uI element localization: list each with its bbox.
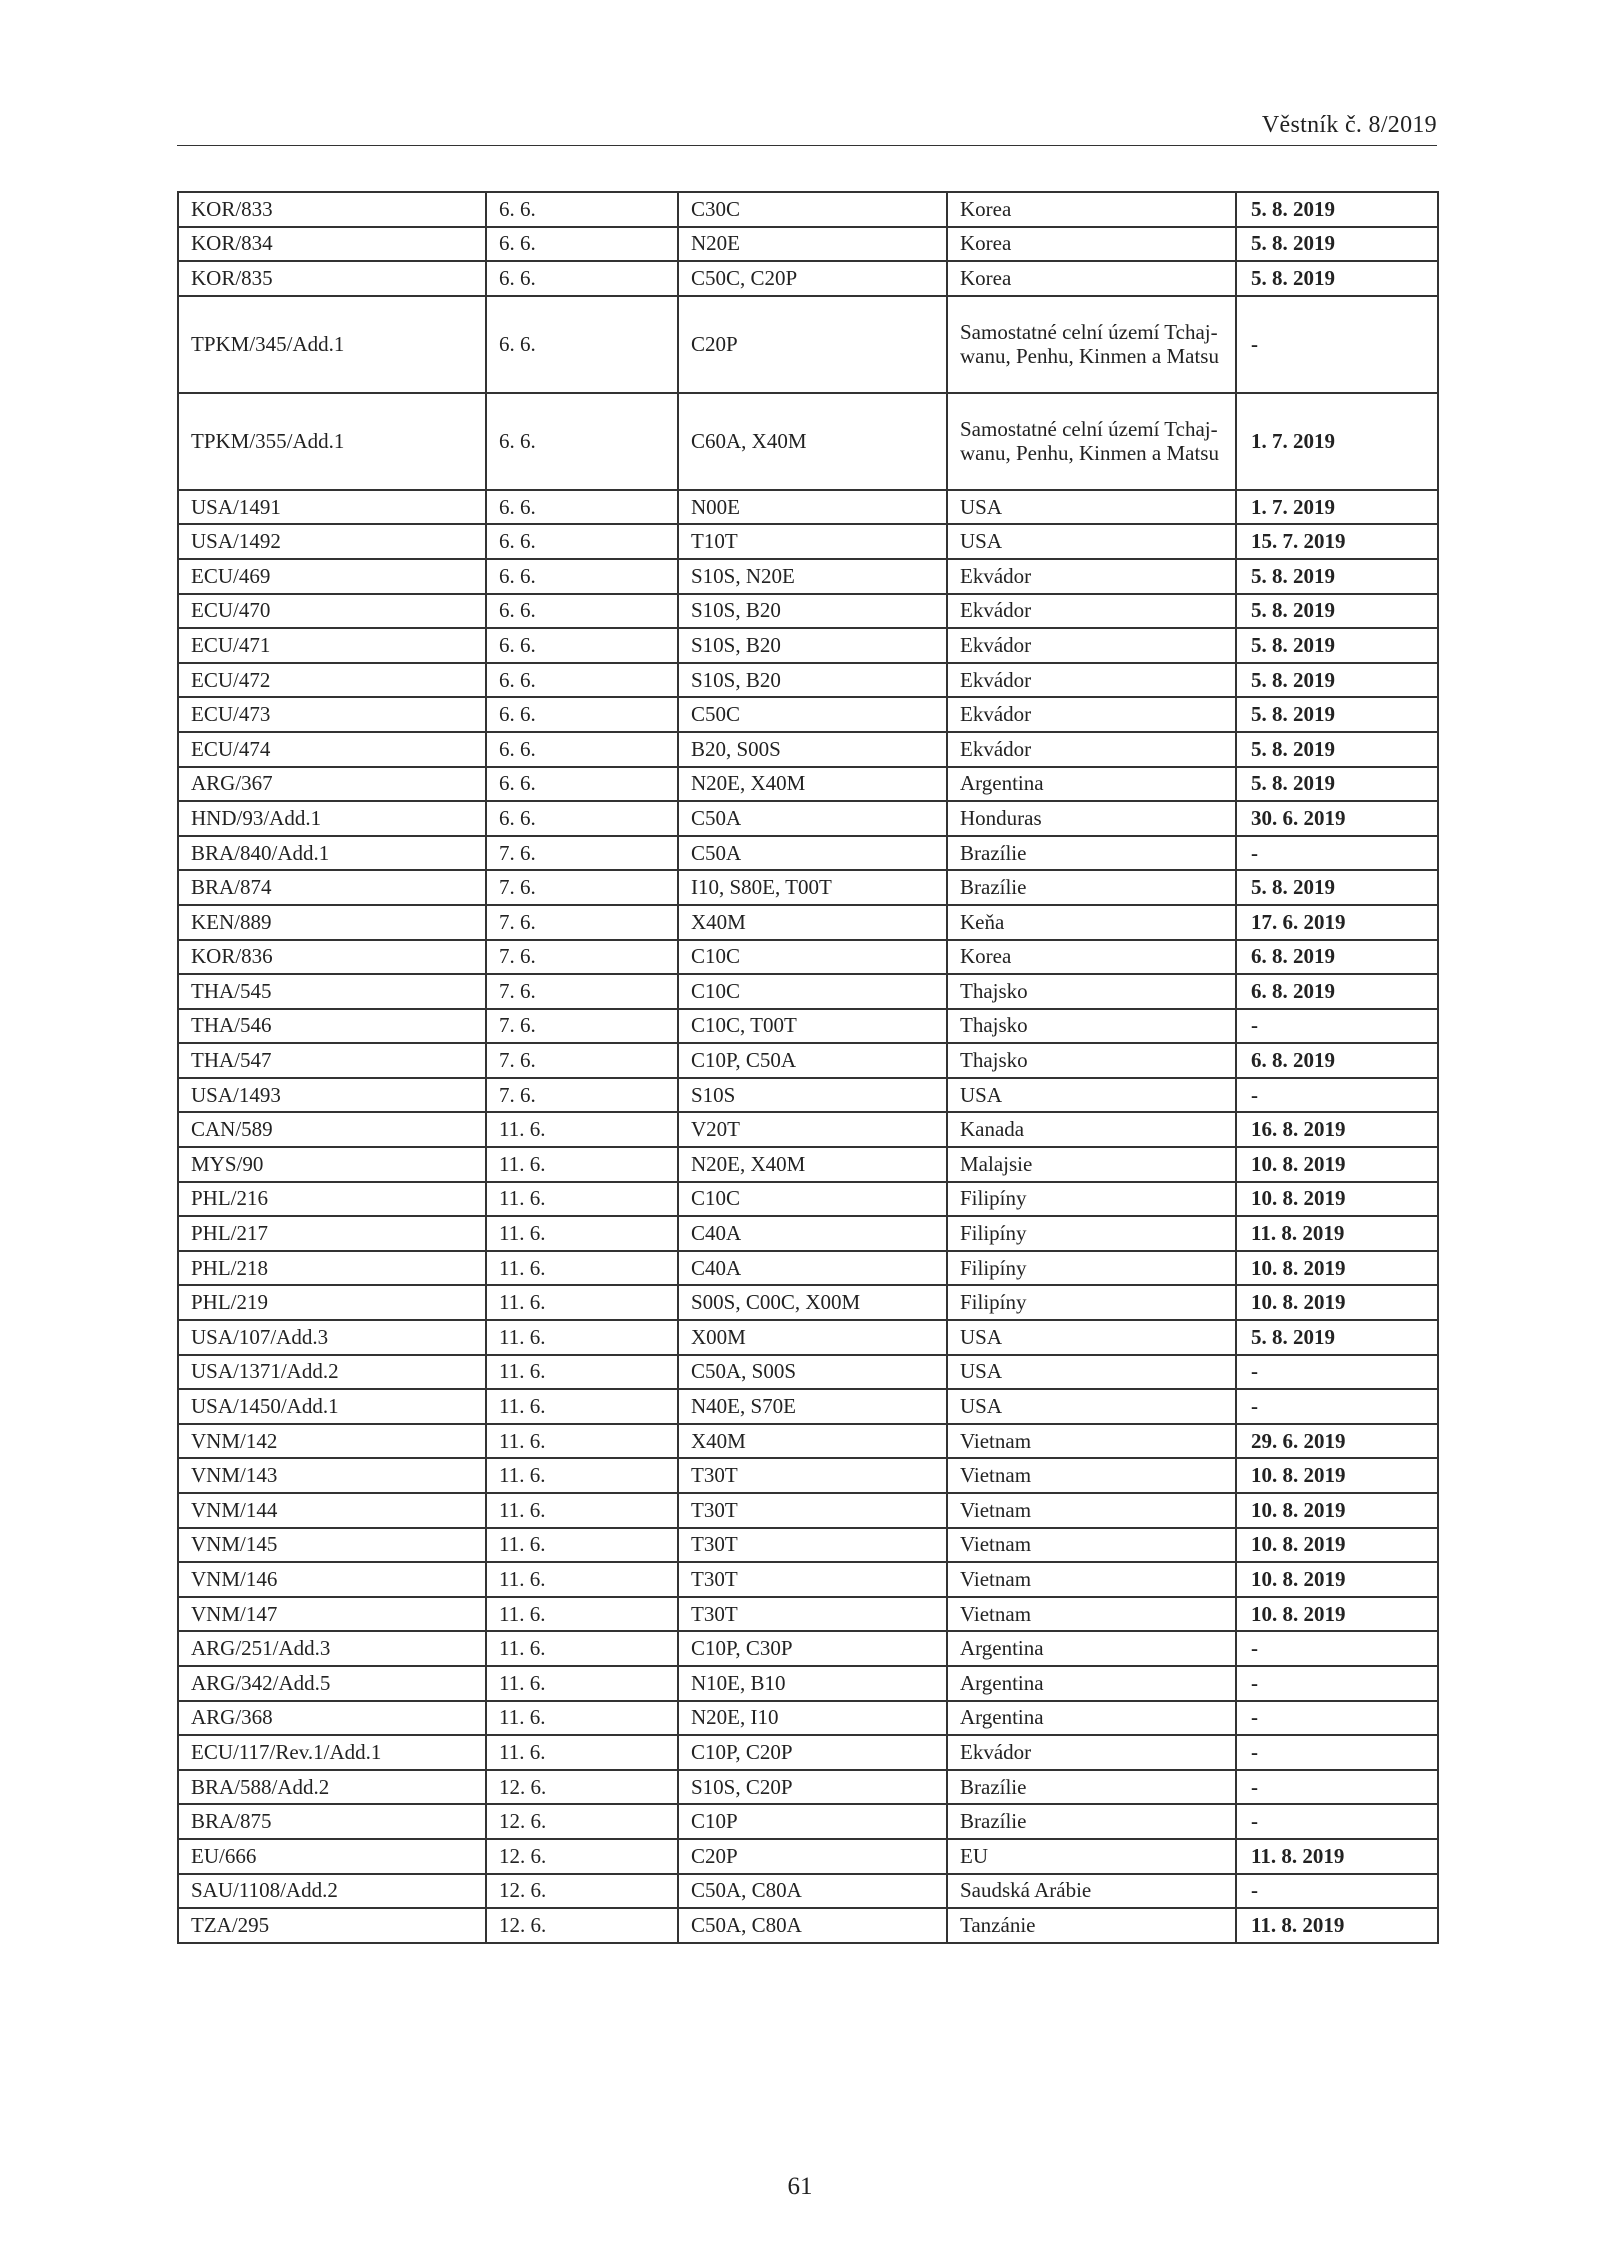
code-cell: C20P bbox=[678, 296, 947, 393]
date-cell: 11. 6. bbox=[486, 1389, 678, 1424]
deadline-cell: - bbox=[1236, 1631, 1438, 1666]
member-cell: USA bbox=[947, 1355, 1236, 1390]
deadline-cell: 5. 8. 2019 bbox=[1236, 870, 1438, 905]
member-cell: Saudská Arábie bbox=[947, 1874, 1236, 1909]
code-cell: S10S bbox=[678, 1078, 947, 1113]
notification-symbol-cell: THA/546 bbox=[178, 1009, 486, 1044]
notification-symbol-cell: THA/547 bbox=[178, 1043, 486, 1078]
deadline-cell: - bbox=[1236, 1355, 1438, 1390]
table-row bbox=[178, 905, 1438, 940]
code-cell: T10T bbox=[678, 524, 947, 559]
table-row bbox=[178, 1735, 1438, 1770]
code-cell: C10C, T00T bbox=[678, 1009, 947, 1044]
journal-issue-title: Věstník č. 8/2019 bbox=[1261, 112, 1437, 138]
date-cell: 7. 6. bbox=[486, 870, 678, 905]
date-cell: 6. 6. bbox=[486, 559, 678, 594]
notification-symbol-cell: USA/1491 bbox=[178, 490, 486, 525]
table-row bbox=[178, 767, 1438, 802]
table-row bbox=[178, 393, 1438, 490]
code-cell: C10C bbox=[678, 974, 947, 1009]
deadline-cell: 11. 8. 2019 bbox=[1236, 1216, 1438, 1251]
member-cell: Argentina bbox=[947, 767, 1236, 802]
code-cell: C60A, X40M bbox=[678, 393, 947, 490]
date-cell: 6. 6. bbox=[486, 767, 678, 802]
table-row bbox=[178, 490, 1438, 525]
deadline-cell: 5. 8. 2019 bbox=[1236, 628, 1438, 663]
table-row bbox=[178, 697, 1438, 732]
member-cell: Thajsko bbox=[947, 974, 1236, 1009]
code-cell: C50A, C80A bbox=[678, 1908, 947, 1943]
table-row bbox=[178, 1908, 1438, 1943]
member-cell: Vietnam bbox=[947, 1597, 1236, 1632]
notification-symbol-cell: EU/666 bbox=[178, 1839, 486, 1874]
notification-symbol-cell: TZA/295 bbox=[178, 1908, 486, 1943]
table-row bbox=[178, 1078, 1438, 1113]
notification-symbol-cell: VNM/147 bbox=[178, 1597, 486, 1632]
running-header bbox=[177, 110, 1437, 146]
member-cell: Samostatné celní území Tchaj-wanu, Penhu, Kinmen a Matsu bbox=[947, 296, 1236, 393]
code-cell: C50C, C20P bbox=[678, 261, 947, 296]
deadline-cell: 11. 8. 2019 bbox=[1236, 1908, 1438, 1943]
code-cell: C40A bbox=[678, 1251, 947, 1286]
notification-symbol-cell: ARG/342/Add.5 bbox=[178, 1666, 486, 1701]
notification-symbol-cell: MYS/90 bbox=[178, 1147, 486, 1182]
member-cell: Malajsie bbox=[947, 1147, 1236, 1182]
table-row bbox=[178, 1839, 1438, 1874]
code-cell: X00M bbox=[678, 1320, 947, 1355]
deadline-cell: 15. 7. 2019 bbox=[1236, 524, 1438, 559]
deadline-cell: - bbox=[1236, 1770, 1438, 1805]
table-row bbox=[178, 1597, 1438, 1632]
date-cell: 12. 6. bbox=[486, 1804, 678, 1839]
table-row bbox=[178, 192, 1438, 227]
table-row bbox=[178, 1389, 1438, 1424]
date-cell: 7. 6. bbox=[486, 974, 678, 1009]
deadline-cell: 10. 8. 2019 bbox=[1236, 1562, 1438, 1597]
code-cell: N20E, X40M bbox=[678, 1147, 947, 1182]
deadline-cell: 10. 8. 2019 bbox=[1236, 1182, 1438, 1217]
member-cell: Vietnam bbox=[947, 1528, 1236, 1563]
notification-symbol-cell: ECU/469 bbox=[178, 559, 486, 594]
notification-symbol-cell: KOR/833 bbox=[178, 192, 486, 227]
code-cell: C50A, C80A bbox=[678, 1874, 947, 1909]
code-cell: S10S, B20 bbox=[678, 594, 947, 629]
code-cell: I10, S80E, T00T bbox=[678, 870, 947, 905]
code-cell: C40A bbox=[678, 1216, 947, 1251]
notification-symbol-cell: HND/93/Add.1 bbox=[178, 801, 486, 836]
member-cell: Brazílie bbox=[947, 836, 1236, 871]
notification-symbol-cell: KOR/835 bbox=[178, 261, 486, 296]
member-cell: USA bbox=[947, 524, 1236, 559]
deadline-cell: 5. 8. 2019 bbox=[1236, 261, 1438, 296]
date-cell: 11. 6. bbox=[486, 1701, 678, 1736]
deadline-cell: 5. 8. 2019 bbox=[1236, 559, 1438, 594]
date-cell: 11. 6. bbox=[486, 1562, 678, 1597]
table-row bbox=[178, 628, 1438, 663]
code-cell: N20E, X40M bbox=[678, 767, 947, 802]
notification-symbol-cell: ECU/472 bbox=[178, 663, 486, 698]
notification-symbol-cell: ECU/471 bbox=[178, 628, 486, 663]
table-row bbox=[178, 296, 1438, 393]
deadline-cell: 10. 8. 2019 bbox=[1236, 1458, 1438, 1493]
member-cell: Korea bbox=[947, 261, 1236, 296]
date-cell: 12. 6. bbox=[486, 1770, 678, 1805]
code-cell: X40M bbox=[678, 1424, 947, 1459]
date-cell: 11. 6. bbox=[486, 1597, 678, 1632]
code-cell: C30C bbox=[678, 192, 947, 227]
deadline-cell: - bbox=[1236, 1389, 1438, 1424]
notification-symbol-cell: BRA/874 bbox=[178, 870, 486, 905]
table-row bbox=[178, 801, 1438, 836]
code-cell: V20T bbox=[678, 1112, 947, 1147]
table-row bbox=[178, 1804, 1438, 1839]
member-cell: EU bbox=[947, 1839, 1236, 1874]
notification-symbol-cell: ECU/473 bbox=[178, 697, 486, 732]
table-row bbox=[178, 1424, 1438, 1459]
notification-symbol-cell: THA/545 bbox=[178, 974, 486, 1009]
table-row bbox=[178, 1112, 1438, 1147]
date-cell: 11. 6. bbox=[486, 1251, 678, 1286]
date-cell: 11. 6. bbox=[486, 1666, 678, 1701]
notification-symbol-cell: VNM/143 bbox=[178, 1458, 486, 1493]
table-row bbox=[178, 1770, 1438, 1805]
notification-symbol-cell: SAU/1108/Add.2 bbox=[178, 1874, 486, 1909]
code-cell: S10S, N20E bbox=[678, 559, 947, 594]
deadline-cell: - bbox=[1236, 1701, 1438, 1736]
code-cell: C10P, C50A bbox=[678, 1043, 947, 1078]
deadline-cell: 10. 8. 2019 bbox=[1236, 1528, 1438, 1563]
code-cell: S10S, B20 bbox=[678, 628, 947, 663]
member-cell: USA bbox=[947, 1389, 1236, 1424]
member-cell: Kanada bbox=[947, 1112, 1236, 1147]
code-cell: N20E bbox=[678, 227, 947, 262]
code-cell: S10S, B20 bbox=[678, 663, 947, 698]
code-cell: C10P, C20P bbox=[678, 1735, 947, 1770]
date-cell: 11. 6. bbox=[486, 1216, 678, 1251]
notification-symbol-cell: ARG/367 bbox=[178, 767, 486, 802]
code-cell: T30T bbox=[678, 1528, 947, 1563]
deadline-cell: - bbox=[1236, 1804, 1438, 1839]
member-cell: Filipíny bbox=[947, 1182, 1236, 1217]
code-cell: S10S, C20P bbox=[678, 1770, 947, 1805]
notification-symbol-cell: USA/1371/Add.2 bbox=[178, 1355, 486, 1390]
notification-symbol-cell: BRA/875 bbox=[178, 1804, 486, 1839]
table-row bbox=[178, 594, 1438, 629]
member-cell: Ekvádor bbox=[947, 697, 1236, 732]
date-cell: 6. 6. bbox=[486, 628, 678, 663]
table-row bbox=[178, 1874, 1438, 1909]
table-row bbox=[178, 940, 1438, 975]
notification-symbol-cell: KEN/889 bbox=[178, 905, 486, 940]
table-row bbox=[178, 1355, 1438, 1390]
date-cell: 6. 6. bbox=[486, 393, 678, 490]
date-cell: 7. 6. bbox=[486, 905, 678, 940]
table-row bbox=[178, 732, 1438, 767]
date-cell: 11. 6. bbox=[486, 1320, 678, 1355]
date-cell: 6. 6. bbox=[486, 732, 678, 767]
member-cell: Honduras bbox=[947, 801, 1236, 836]
notification-symbol-cell: VNM/142 bbox=[178, 1424, 486, 1459]
date-cell: 6. 6. bbox=[486, 697, 678, 732]
date-cell: 7. 6. bbox=[486, 1078, 678, 1113]
date-cell: 11. 6. bbox=[486, 1458, 678, 1493]
table-row bbox=[178, 1631, 1438, 1666]
member-cell: Ekvádor bbox=[947, 1735, 1236, 1770]
code-cell: C10P, C30P bbox=[678, 1631, 947, 1666]
date-cell: 12. 6. bbox=[486, 1839, 678, 1874]
member-cell: Brazílie bbox=[947, 1804, 1236, 1839]
date-cell: 6. 6. bbox=[486, 801, 678, 836]
member-cell: Argentina bbox=[947, 1666, 1236, 1701]
notifications-table bbox=[177, 191, 1439, 1944]
date-cell: 11. 6. bbox=[486, 1528, 678, 1563]
deadline-cell: 10. 8. 2019 bbox=[1236, 1493, 1438, 1528]
deadline-cell: 1. 7. 2019 bbox=[1236, 393, 1438, 490]
code-cell: B20, S00S bbox=[678, 732, 947, 767]
date-cell: 6. 6. bbox=[486, 261, 678, 296]
member-cell: Korea bbox=[947, 192, 1236, 227]
member-cell: USA bbox=[947, 490, 1236, 525]
notification-symbol-cell: USA/1493 bbox=[178, 1078, 486, 1113]
member-cell: Korea bbox=[947, 940, 1236, 975]
deadline-cell: 10. 8. 2019 bbox=[1236, 1597, 1438, 1632]
date-cell: 11. 6. bbox=[486, 1182, 678, 1217]
date-cell: 11. 6. bbox=[486, 1112, 678, 1147]
notification-symbol-cell: VNM/146 bbox=[178, 1562, 486, 1597]
date-cell: 12. 6. bbox=[486, 1908, 678, 1943]
date-cell: 7. 6. bbox=[486, 1043, 678, 1078]
date-cell: 6. 6. bbox=[486, 524, 678, 559]
deadline-cell: - bbox=[1236, 1009, 1438, 1044]
code-cell: T30T bbox=[678, 1597, 947, 1632]
table-row bbox=[178, 1009, 1438, 1044]
code-cell: N40E, S70E bbox=[678, 1389, 947, 1424]
deadline-cell: 5. 8. 2019 bbox=[1236, 1320, 1438, 1355]
table-row bbox=[178, 663, 1438, 698]
deadline-cell: 11. 8. 2019 bbox=[1236, 1839, 1438, 1874]
date-cell: 12. 6. bbox=[486, 1874, 678, 1909]
notification-symbol-cell: KOR/834 bbox=[178, 227, 486, 262]
member-cell: Brazílie bbox=[947, 1770, 1236, 1805]
table-row bbox=[178, 1493, 1438, 1528]
deadline-cell: 5. 8. 2019 bbox=[1236, 227, 1438, 262]
notification-symbol-cell: ARG/368 bbox=[178, 1701, 486, 1736]
member-cell: Ekvádor bbox=[947, 732, 1236, 767]
deadline-cell: 5. 8. 2019 bbox=[1236, 192, 1438, 227]
date-cell: 11. 6. bbox=[486, 1735, 678, 1770]
notification-symbol-cell: CAN/589 bbox=[178, 1112, 486, 1147]
notification-symbol-cell: USA/1492 bbox=[178, 524, 486, 559]
deadline-cell: 5. 8. 2019 bbox=[1236, 767, 1438, 802]
deadline-cell: 10. 8. 2019 bbox=[1236, 1147, 1438, 1182]
table-row bbox=[178, 1701, 1438, 1736]
notification-symbol-cell: PHL/216 bbox=[178, 1182, 486, 1217]
member-cell: Thajsko bbox=[947, 1009, 1236, 1044]
member-cell: Thajsko bbox=[947, 1043, 1236, 1078]
deadline-cell: - bbox=[1236, 1078, 1438, 1113]
table-row bbox=[178, 1043, 1438, 1078]
table-row bbox=[178, 836, 1438, 871]
page-number: 61 bbox=[787, 2173, 813, 2200]
code-cell: C50A, S00S bbox=[678, 1355, 947, 1390]
notification-symbol-cell: ARG/251/Add.3 bbox=[178, 1631, 486, 1666]
member-cell: USA bbox=[947, 1320, 1236, 1355]
code-cell: N00E bbox=[678, 490, 947, 525]
member-cell: Keňa bbox=[947, 905, 1236, 940]
code-cell: C10C bbox=[678, 940, 947, 975]
notification-symbol-cell: PHL/218 bbox=[178, 1251, 486, 1286]
date-cell: 7. 6. bbox=[486, 1009, 678, 1044]
notification-symbol-cell: KOR/836 bbox=[178, 940, 486, 975]
deadline-cell: 5. 8. 2019 bbox=[1236, 663, 1438, 698]
code-cell: T30T bbox=[678, 1458, 947, 1493]
date-cell: 6. 6. bbox=[486, 663, 678, 698]
deadline-cell: 16. 8. 2019 bbox=[1236, 1112, 1438, 1147]
member-cell: Tanzánie bbox=[947, 1908, 1236, 1943]
table-row bbox=[178, 1528, 1438, 1563]
deadline-cell: 6. 8. 2019 bbox=[1236, 940, 1438, 975]
deadline-cell: 6. 8. 2019 bbox=[1236, 974, 1438, 1009]
deadline-cell: - bbox=[1236, 296, 1438, 393]
notification-symbol-cell: PHL/219 bbox=[178, 1285, 486, 1320]
table-row bbox=[178, 1251, 1438, 1286]
notification-symbol-cell: ECU/474 bbox=[178, 732, 486, 767]
date-cell: 11. 6. bbox=[486, 1424, 678, 1459]
table-row bbox=[178, 1562, 1438, 1597]
code-cell: C10P bbox=[678, 1804, 947, 1839]
member-cell: Vietnam bbox=[947, 1458, 1236, 1493]
table-row bbox=[178, 1147, 1438, 1182]
member-cell: Argentina bbox=[947, 1631, 1236, 1666]
date-cell: 6. 6. bbox=[486, 296, 678, 393]
date-cell: 11. 6. bbox=[486, 1631, 678, 1666]
code-cell: C20P bbox=[678, 1839, 947, 1874]
member-cell: Brazílie bbox=[947, 870, 1236, 905]
deadline-cell: 10. 8. 2019 bbox=[1236, 1285, 1438, 1320]
table-row bbox=[178, 1666, 1438, 1701]
date-cell: 11. 6. bbox=[486, 1285, 678, 1320]
member-cell: Argentina bbox=[947, 1701, 1236, 1736]
member-cell: Filipíny bbox=[947, 1285, 1236, 1320]
table-row bbox=[178, 1285, 1438, 1320]
member-cell: Vietnam bbox=[947, 1424, 1236, 1459]
code-cell: T30T bbox=[678, 1562, 947, 1597]
member-cell: USA bbox=[947, 1078, 1236, 1113]
table-row bbox=[178, 1182, 1438, 1217]
member-cell: Vietnam bbox=[947, 1562, 1236, 1597]
code-cell: S00S, C00C, X00M bbox=[678, 1285, 947, 1320]
deadline-cell: 6. 8. 2019 bbox=[1236, 1043, 1438, 1078]
deadline-cell: - bbox=[1236, 1874, 1438, 1909]
table-row bbox=[178, 1320, 1438, 1355]
date-cell: 11. 6. bbox=[486, 1493, 678, 1528]
deadline-cell: 1. 7. 2019 bbox=[1236, 490, 1438, 525]
code-cell: C50C bbox=[678, 697, 947, 732]
deadline-cell: 10. 8. 2019 bbox=[1236, 1251, 1438, 1286]
table-row bbox=[178, 227, 1438, 262]
code-cell: C10C bbox=[678, 1182, 947, 1217]
table-row bbox=[178, 870, 1438, 905]
table-row bbox=[178, 1458, 1438, 1493]
date-cell: 6. 6. bbox=[486, 227, 678, 262]
table-row bbox=[178, 559, 1438, 594]
date-cell: 6. 6. bbox=[486, 490, 678, 525]
deadline-cell: 5. 8. 2019 bbox=[1236, 732, 1438, 767]
code-cell: T30T bbox=[678, 1493, 947, 1528]
code-cell: X40M bbox=[678, 905, 947, 940]
code-cell: N10E, B10 bbox=[678, 1666, 947, 1701]
notification-symbol-cell: VNM/145 bbox=[178, 1528, 486, 1563]
deadline-cell: 29. 6. 2019 bbox=[1236, 1424, 1438, 1459]
notification-symbol-cell: PHL/217 bbox=[178, 1216, 486, 1251]
deadline-cell: 17. 6. 2019 bbox=[1236, 905, 1438, 940]
notification-symbol-cell: USA/107/Add.3 bbox=[178, 1320, 486, 1355]
notification-symbol-cell: VNM/144 bbox=[178, 1493, 486, 1528]
notification-symbol-cell: TPKM/345/Add.1 bbox=[178, 296, 486, 393]
date-cell: 7. 6. bbox=[486, 940, 678, 975]
notification-symbol-cell: BRA/588/Add.2 bbox=[178, 1770, 486, 1805]
notification-symbol-cell: USA/1450/Add.1 bbox=[178, 1389, 486, 1424]
code-cell: C50A bbox=[678, 801, 947, 836]
member-cell: Samostatné celní území Tchaj-wanu, Penhu, Kinmen a Matsu bbox=[947, 393, 1236, 490]
notification-symbol-cell: BRA/840/Add.1 bbox=[178, 836, 486, 871]
member-cell: Ekvádor bbox=[947, 628, 1236, 663]
member-cell: Ekvádor bbox=[947, 663, 1236, 698]
table-row bbox=[178, 524, 1438, 559]
deadline-cell: 5. 8. 2019 bbox=[1236, 594, 1438, 629]
deadline-cell: - bbox=[1236, 836, 1438, 871]
notification-symbol-cell: TPKM/355/Add.1 bbox=[178, 393, 486, 490]
code-cell: C50A bbox=[678, 836, 947, 871]
table-row bbox=[178, 261, 1438, 296]
date-cell: 6. 6. bbox=[486, 594, 678, 629]
member-cell: Filipíny bbox=[947, 1251, 1236, 1286]
date-cell: 7. 6. bbox=[486, 836, 678, 871]
code-cell: N20E, I10 bbox=[678, 1701, 947, 1736]
deadline-cell: 5. 8. 2019 bbox=[1236, 697, 1438, 732]
member-cell: Vietnam bbox=[947, 1493, 1236, 1528]
table-row bbox=[178, 1216, 1438, 1251]
date-cell: 6. 6. bbox=[486, 192, 678, 227]
deadline-cell: - bbox=[1236, 1666, 1438, 1701]
notification-symbol-cell: ECU/470 bbox=[178, 594, 486, 629]
member-cell: Ekvádor bbox=[947, 594, 1236, 629]
member-cell: Filipíny bbox=[947, 1216, 1236, 1251]
deadline-cell: - bbox=[1236, 1735, 1438, 1770]
date-cell: 11. 6. bbox=[486, 1147, 678, 1182]
member-cell: Ekvádor bbox=[947, 559, 1236, 594]
table-row bbox=[178, 974, 1438, 1009]
member-cell: Korea bbox=[947, 227, 1236, 262]
notification-symbol-cell: ECU/117/Rev.1/Add.1 bbox=[178, 1735, 486, 1770]
deadline-cell: 30. 6. 2019 bbox=[1236, 801, 1438, 836]
table-body bbox=[178, 192, 1438, 1943]
date-cell: 11. 6. bbox=[486, 1355, 678, 1390]
